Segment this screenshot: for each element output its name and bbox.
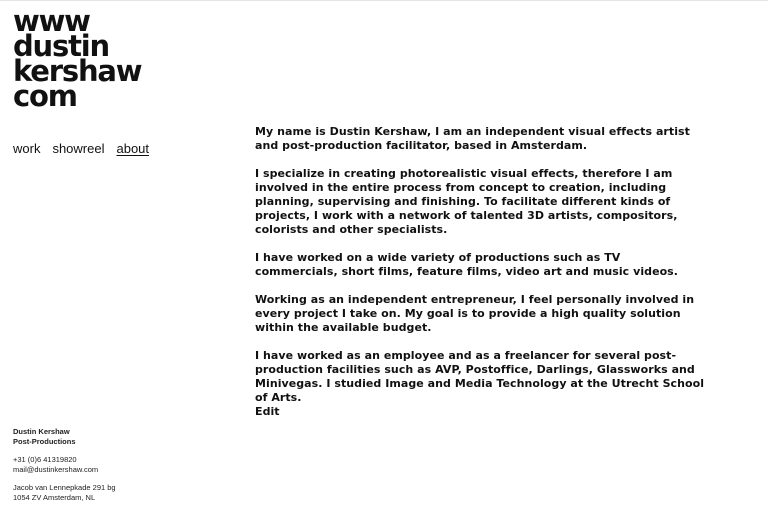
contact-email-link[interactable]: mail@dustinkershaw.com: [13, 464, 99, 474]
contact-name: Dustin Kershaw: [13, 427, 70, 436]
edit-link[interactable]: Edit: [255, 405, 280, 418]
nav-link-work[interactable]: work: [13, 141, 41, 156]
logo-line-kershaw: kershaw: [13, 54, 142, 88]
site-logo[interactable]: [13, 4, 142, 113]
address-city: 1054 ZV Amsterdam, NL: [13, 492, 96, 502]
logo-line-dustin: dustin: [13, 29, 109, 63]
about-paragraph: I specialize in creating photorealistic visual effects, therefore I am involved in the entire process from concept to creation, including planning, supervising and finishing. To facilitate different kinds of projects, I work with a network of talented 3D artists, compositors, colorists and other specialists.: [255, 167, 678, 236]
nav-link-showreel[interactable]: showreel: [52, 141, 105, 156]
about-paragraph: Working as an independent entrepreneur, I feel personally involved in every project I take on. My goal is to provide a high quality solution within the available budget.: [255, 293, 695, 334]
about-content: [255, 125, 705, 419]
contact-phone: +31 (0)6 41319820: [13, 455, 77, 464]
main-nav: [13, 141, 149, 156]
company-block: [13, 427, 116, 446]
about-paragraph: I have worked on a wide variety of productions such as TV commercials, short films, feature films, video art and music videos.: [255, 251, 679, 278]
address-block: [13, 483, 116, 502]
logo-line-com: com: [13, 79, 77, 113]
logo-line-www: www: [13, 4, 90, 38]
about-paragraph: I have worked as an employee and as a freelancer for several post-production facilities such as AVP, Postoffice, Darlings, Glassworks and Minivegas. I studied Image and Media Technology at the Utrecht School of Arts.: [255, 349, 705, 404]
about-paragraph: My name is Dustin Kershaw, I am an independent visual effects artist and post-production facilitator, based in Amsterdam.: [255, 125, 690, 152]
contact-block: [13, 455, 116, 474]
company-name: Post-Productions: [13, 436, 76, 446]
nav-link-about[interactable]: about: [116, 141, 150, 156]
contact-footer: [13, 427, 116, 511]
address-street: Jacob van Lennepkade 291 bg: [13, 483, 116, 492]
